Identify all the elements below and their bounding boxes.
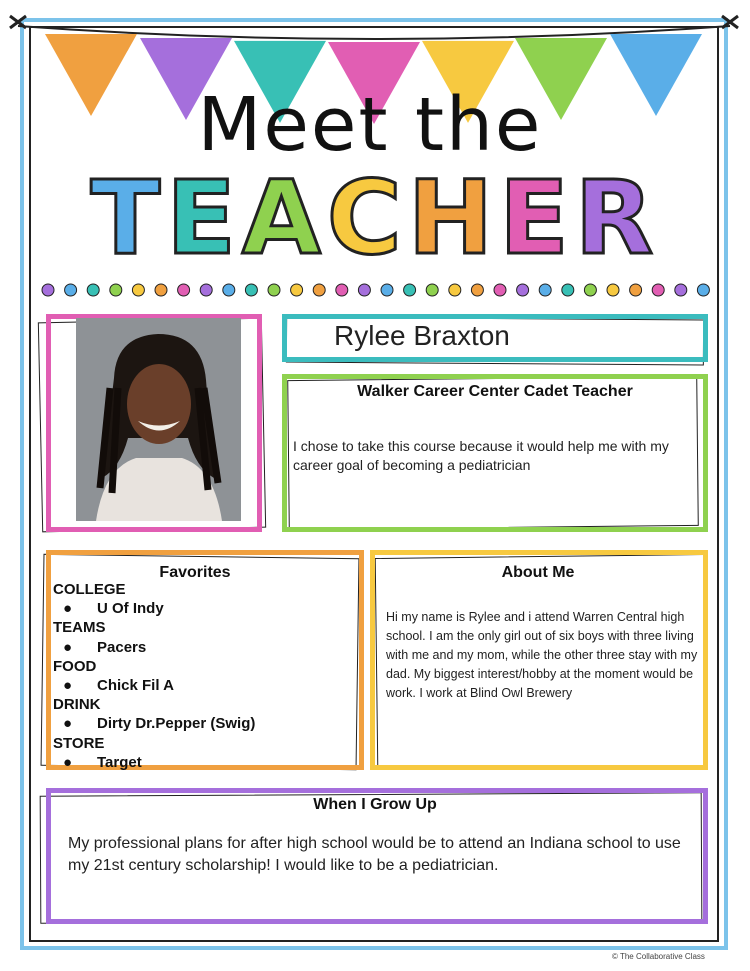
- favorite-value: U Of Indy: [97, 600, 164, 618]
- favorite-item: [53, 599, 353, 618]
- bullet-icon: ●: [63, 677, 73, 695]
- favorite-value: Target: [97, 753, 142, 771]
- divider-dot: [313, 284, 325, 296]
- cadet-heading: Walker Career Center Cadet Teacher: [357, 383, 633, 400]
- divider-dot: [630, 284, 642, 296]
- divider-dot: [155, 284, 167, 296]
- grow-description: My professional plans for after high school would be to attend an Indiana school to use my 21st century scholarship! I would like to be a pediatrician.: [68, 835, 681, 874]
- title-letter: E: [166, 159, 242, 278]
- divider-dot: [268, 284, 280, 296]
- favorite-item: [53, 638, 353, 657]
- teacher-name: Rylee Braxton: [334, 320, 510, 351]
- title-letter: C: [326, 159, 408, 278]
- favorite-value: Dirty Dr.Pepper (Swig): [97, 715, 256, 733]
- favorite-category: TEAMS: [53, 619, 106, 637]
- about-heading: About Me: [501, 564, 575, 581]
- divider-dot: [652, 284, 664, 296]
- divider-dot: [675, 284, 687, 296]
- divider-dot: [245, 284, 257, 296]
- divider-dot: [358, 284, 370, 296]
- grow-heading: When I Grow Up: [313, 796, 437, 813]
- divider-dot: [87, 284, 99, 296]
- portrait-icon: [76, 318, 241, 521]
- divider-dot: [291, 284, 303, 296]
- favorite-category: FOOD: [53, 657, 97, 675]
- divider-dot: [132, 284, 144, 296]
- divider-dot: [607, 284, 619, 296]
- divider-dot: [336, 284, 348, 296]
- divider-dot: [404, 284, 416, 296]
- favorite-item: [53, 714, 353, 733]
- favorite-category: COLLEGE: [53, 581, 126, 598]
- bullet-icon: ●: [63, 753, 73, 771]
- favorite-category: STORE: [53, 734, 105, 752]
- divider-dot: [539, 284, 551, 296]
- copyright-credit: © The Collaborative Class: [612, 952, 705, 961]
- title-letter: A: [241, 159, 327, 278]
- bullet-icon: ●: [63, 600, 73, 618]
- title-teacher: [75, 159, 675, 278]
- dot-divider: [38, 282, 718, 298]
- divider-dot: [223, 284, 235, 296]
- divider-dot: [449, 284, 461, 296]
- favorite-value: Chick Fil A: [97, 677, 174, 695]
- favorites-list: [53, 580, 353, 772]
- bullet-icon: ●: [63, 715, 73, 733]
- title-letter: R: [574, 159, 660, 278]
- title-letter: H: [407, 159, 500, 278]
- divider-dot: [697, 284, 709, 296]
- title-letter: T: [90, 159, 167, 278]
- divider-dot: [426, 284, 438, 296]
- student-portrait-photo: [76, 318, 241, 521]
- favorites-heading: Favorites: [159, 564, 231, 581]
- divider-dot: [494, 284, 506, 296]
- bullet-icon: ●: [63, 638, 73, 656]
- favorite-item: [53, 676, 353, 695]
- favorite-value: Pacers: [97, 638, 147, 656]
- title-meet-the: Meet the: [197, 82, 543, 168]
- favorite-category: DRINK: [53, 696, 101, 714]
- divider-dot: [200, 284, 212, 296]
- divider-dot: [584, 284, 596, 296]
- divider-dot: [562, 284, 574, 296]
- divider-dot: [471, 284, 483, 296]
- cadet-description: I chose to take this course because it would help me with my career goal of becoming a pediatrician: [293, 438, 669, 473]
- divider-dot: [178, 284, 190, 296]
- favorite-item: [53, 753, 353, 772]
- about-description: Hi my name is Rylee and i attend Warren Central high school. I am the only girl out of six boys with three living with me and my mom, while the other three stay with my dad. My biggest interest/hobby at the moment would be work. I work at Blind Owl Brewery: [386, 610, 698, 700]
- divider-dot: [381, 284, 393, 296]
- title-letter: E: [499, 159, 575, 278]
- divider-dot: [110, 284, 122, 296]
- divider-dot: [517, 284, 529, 296]
- divider-dot: [65, 284, 77, 296]
- divider-dot: [42, 284, 54, 296]
